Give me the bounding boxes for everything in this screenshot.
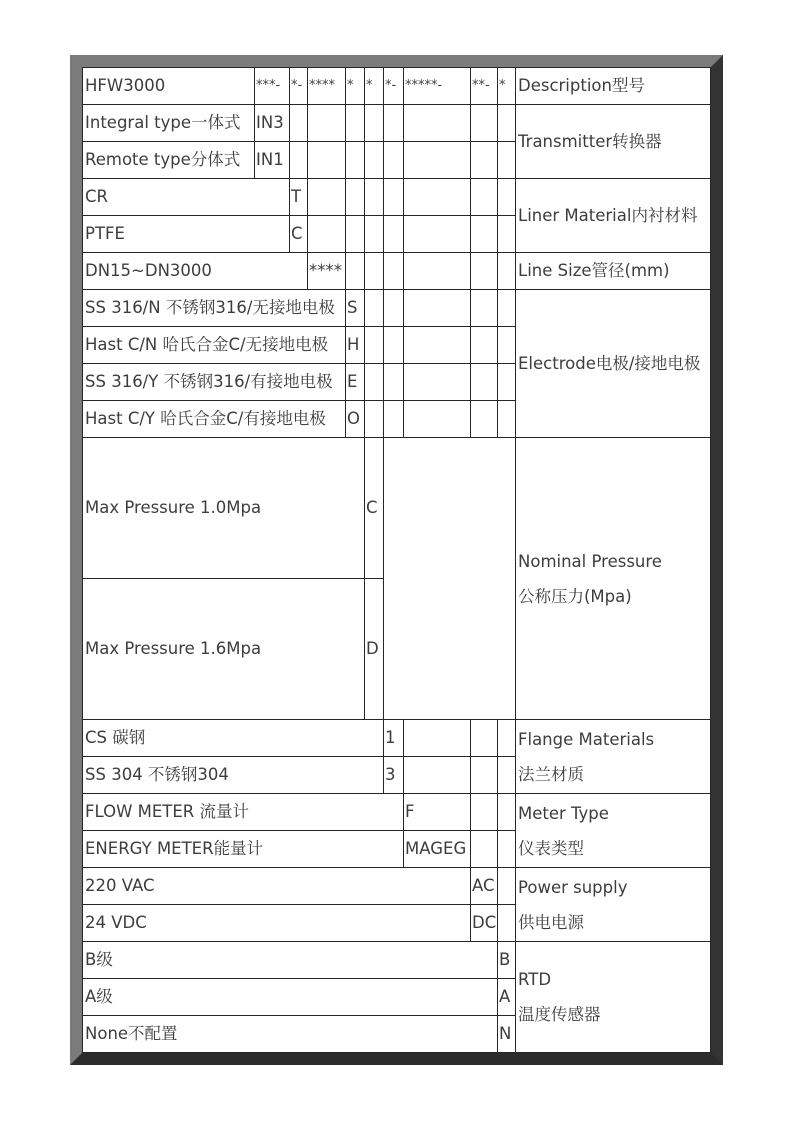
empty-cell	[346, 216, 365, 253]
model-selection-table	[82, 67, 711, 1053]
flange-label-cn: 法兰材质	[518, 764, 584, 784]
electrode-label: Electrode电极/接地电极	[516, 290, 711, 438]
pressure-label-cn: 公称压力(Mpa)	[518, 586, 632, 606]
empty-cell	[290, 142, 308, 179]
empty-cell	[384, 364, 404, 401]
power-label	[516, 868, 711, 942]
rtd-option-code: N	[498, 1016, 516, 1053]
empty-cell	[404, 364, 471, 401]
empty-cell	[471, 179, 498, 216]
empty-cell	[498, 831, 516, 868]
empty-cell	[308, 179, 346, 216]
rtd-option-code: A	[498, 979, 516, 1016]
empty-cell	[471, 401, 498, 438]
empty-cell	[365, 327, 384, 364]
empty-cell	[404, 720, 471, 757]
empty-cell	[471, 105, 498, 142]
empty-cell	[384, 253, 404, 290]
liner-option-name: PTFE	[83, 216, 290, 253]
empty-cell	[498, 216, 516, 253]
line-size-row	[83, 253, 711, 290]
electrode-option-name: Hast C/N 哈氏合金C/无接地电极	[83, 327, 346, 364]
meter-type-label-en: Meter Type	[518, 803, 609, 823]
empty-cell	[404, 290, 471, 327]
power-label-cn: 供电电源	[518, 912, 584, 932]
empty-cell	[498, 327, 516, 364]
meter-type-label	[516, 794, 711, 868]
pressure-row-c	[83, 438, 711, 579]
line-size-option-code: ****	[308, 253, 346, 290]
electrode-option-code: E	[346, 364, 365, 401]
header-row	[83, 68, 711, 105]
empty-cell	[498, 364, 516, 401]
empty-cell	[471, 327, 498, 364]
code-slot-power: **-	[471, 68, 498, 105]
electrode-option-code: H	[346, 327, 365, 364]
power-row-ac	[83, 868, 711, 905]
line-size-label: Line Size管径(mm)	[516, 253, 711, 290]
empty-cell	[471, 290, 498, 327]
pressure-label-en: Nominal Pressure	[518, 551, 662, 571]
empty-cell	[498, 905, 516, 942]
empty-cell	[384, 105, 404, 142]
model-name: HFW3000	[83, 68, 255, 105]
code-slot-line-size: ****	[308, 68, 346, 105]
empty-cell	[365, 105, 384, 142]
meter-type-option-name: FLOW METER 流量计	[83, 794, 404, 831]
meter-type-option-code: MAGEG	[404, 831, 471, 868]
empty-cell	[471, 794, 498, 831]
empty-cell	[404, 757, 471, 794]
meter-type-row-flow	[83, 794, 711, 831]
empty-cell	[404, 216, 471, 253]
liner-option-code: T	[290, 179, 308, 216]
transmitter-option-name: Remote type分体式	[83, 142, 255, 179]
empty-cell	[404, 401, 471, 438]
rtd-option-name: B级	[83, 942, 498, 979]
empty-cell	[308, 216, 346, 253]
empty-cell	[498, 794, 516, 831]
empty-cell	[404, 253, 471, 290]
empty-cell	[308, 142, 346, 179]
empty-cell	[384, 290, 404, 327]
empty-cell	[346, 105, 365, 142]
code-slot-electrode: *	[346, 68, 365, 105]
rtd-option-code: B	[498, 942, 516, 979]
empty-cell	[365, 253, 384, 290]
code-slot-liner: *-	[290, 68, 308, 105]
empty-cell	[471, 831, 498, 868]
meter-type-label-cn: 仪表类型	[518, 838, 584, 858]
empty-cell	[498, 757, 516, 794]
rtd-label	[516, 942, 711, 1053]
liner-label: Liner Material内衬材料	[516, 179, 711, 253]
power-option-code: DC	[471, 905, 498, 942]
empty-cell	[498, 142, 516, 179]
rtd-row-b	[83, 942, 711, 979]
transmitter-label: Transmitter转换器	[516, 105, 711, 179]
empty-cell	[404, 179, 471, 216]
rtd-label-cn: 温度传感器	[518, 1005, 601, 1024]
empty-cell	[365, 364, 384, 401]
empty-cell	[384, 327, 404, 364]
transmitter-row-integral	[83, 105, 711, 142]
power-label-en: Power supply	[518, 877, 628, 897]
empty-cell	[365, 401, 384, 438]
code-slot-meter-type: *****-	[404, 68, 471, 105]
empty-cell	[404, 327, 471, 364]
empty-cell	[498, 868, 516, 905]
empty-cell	[471, 142, 498, 179]
power-option-name: 24 VDC	[83, 905, 471, 942]
electrode-row-s	[83, 290, 711, 327]
empty-cell	[498, 720, 516, 757]
empty-cell	[471, 253, 498, 290]
empty-cell	[498, 253, 516, 290]
empty-cell	[346, 142, 365, 179]
pressure-option-code: C	[365, 438, 384, 579]
electrode-option-code: S	[346, 290, 365, 327]
code-slot-flange: *-	[384, 68, 404, 105]
flange-label-en: Flange Materials	[518, 729, 655, 749]
empty-cell	[365, 290, 384, 327]
code-slot-transmitter: ***-	[255, 68, 290, 105]
empty-cell	[471, 364, 498, 401]
empty-cell	[498, 179, 516, 216]
empty-cell	[290, 105, 308, 142]
model-selection-frame	[70, 55, 723, 1065]
empty-cell	[346, 253, 365, 290]
flange-label	[516, 720, 711, 794]
pressure-option-name: Max Pressure 1.6Mpa	[83, 579, 365, 720]
electrode-option-name: SS 316/N 不锈钢316/无接地电极	[83, 290, 346, 327]
empty-cell	[365, 142, 384, 179]
liner-option-name: CR	[83, 179, 290, 216]
power-option-code: AC	[471, 868, 498, 905]
empty-cell	[404, 105, 471, 142]
electrode-option-code: O	[346, 401, 365, 438]
empty-cell	[471, 757, 498, 794]
transmitter-option-name: Integral type一体式	[83, 105, 255, 142]
empty-cell	[384, 401, 404, 438]
pressure-option-name: Max Pressure 1.0Mpa	[83, 438, 365, 579]
transmitter-option-code: IN1	[255, 142, 290, 179]
flange-option-code: 3	[384, 757, 404, 794]
liner-row-cr	[83, 179, 711, 216]
power-option-name: 220 VAC	[83, 868, 471, 905]
empty-cell	[498, 105, 516, 142]
empty-cell	[384, 216, 404, 253]
empty-cell	[384, 142, 404, 179]
code-slot-rtd: *	[498, 68, 516, 105]
empty-cell	[404, 142, 471, 179]
empty-cell	[308, 105, 346, 142]
transmitter-option-code: IN3	[255, 105, 290, 142]
liner-option-code: C	[290, 216, 308, 253]
empty-cell	[471, 720, 498, 757]
pressure-label	[516, 438, 711, 720]
flange-option-name: SS 304 不锈钢304	[83, 757, 384, 794]
meter-type-option-code: F	[404, 794, 471, 831]
electrode-option-name: Hast C/Y 哈氏合金C/有接地电极	[83, 401, 346, 438]
empty-cell	[498, 401, 516, 438]
empty-cell	[498, 290, 516, 327]
empty-cell	[384, 179, 404, 216]
empty-cell	[365, 216, 384, 253]
empty-cell	[384, 438, 516, 720]
meter-type-option-name: ENERGY METER能量计	[83, 831, 404, 868]
pressure-option-code: D	[365, 579, 384, 720]
empty-cell	[471, 216, 498, 253]
rtd-label-en: RTD	[518, 970, 552, 989]
flange-option-code: 1	[384, 720, 404, 757]
flange-row-1	[83, 720, 711, 757]
line-size-option-name: DN15~DN3000	[83, 253, 308, 290]
code-slot-pressure: *	[365, 68, 384, 105]
electrode-option-name: SS 316/Y 不锈钢316/有接地电极	[83, 364, 346, 401]
description-header: Description型号	[516, 68, 711, 105]
empty-cell	[346, 179, 365, 216]
flange-option-name: CS 碳钢	[83, 720, 384, 757]
rtd-option-name: A级	[83, 979, 498, 1016]
empty-cell	[365, 179, 384, 216]
rtd-option-name: None不配置	[83, 1016, 498, 1053]
